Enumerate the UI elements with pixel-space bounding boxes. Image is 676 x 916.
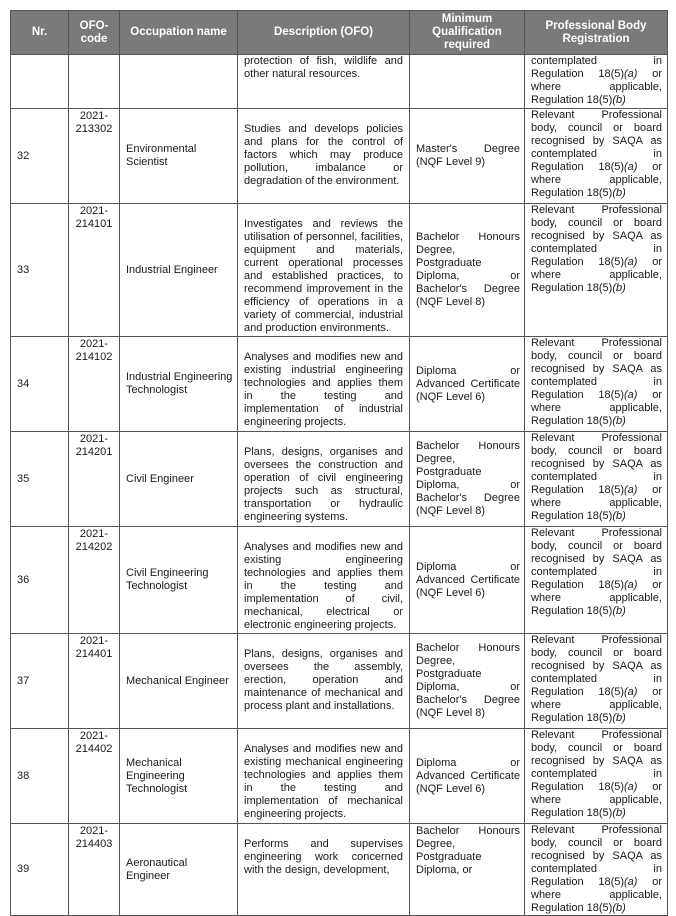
nr-cell: 35 <box>11 432 69 527</box>
registration-text: Regulation 18(5) <box>531 781 625 793</box>
occupations-table <box>10 10 668 916</box>
registration-text: Regulation 18(5) <box>531 902 613 914</box>
registration-italic: (b) <box>612 807 626 819</box>
nr-cell: 36 <box>11 527 69 634</box>
registration-cell <box>525 55 668 109</box>
registration-italic: (b) <box>612 712 626 724</box>
description-cell: Analyses and modifies new and existing engineering technologies and applies them in the testing and implementation of civil, mechanical, electrical or electronic engineering projects. <box>238 527 410 634</box>
table-body <box>11 55 668 916</box>
header-professional-body-registration: Professional Body Registration <box>525 11 668 55</box>
description-cell: protection of fish, wildlife and other natural resources. <box>238 55 410 109</box>
registration-line: body, council or board <box>531 837 662 849</box>
registration-line: where applicable, <box>531 889 662 901</box>
nr-cell: 38 <box>11 729 69 824</box>
registration-text: or <box>637 484 662 496</box>
registration-text: Regulation 18(5) <box>531 686 625 698</box>
registration-cell <box>525 527 668 634</box>
registration-text: or <box>637 876 662 888</box>
registration-line: body, council or board <box>531 445 662 457</box>
registration-text: Regulation 18(5) <box>531 161 625 173</box>
registration-line: where applicable, <box>531 81 662 93</box>
header-occupation-name: Occupation name <box>120 11 238 55</box>
registration-italic: (b) <box>612 510 626 522</box>
registration-line: contemplated in <box>531 148 662 160</box>
registration-cell <box>525 109 668 204</box>
registration-cell <box>525 634 668 729</box>
registration-text: or <box>637 256 662 268</box>
registration-line: recognised by SAQA as <box>531 230 662 242</box>
header-nr: Nr. <box>11 11 69 55</box>
registration-text: or <box>637 781 662 793</box>
qualification-cell: Bachelor Honours Degree, Postgraduate Diploma, or Bachelor's Degree (NQF Level 8) <box>410 634 525 729</box>
registration-text: Regulation 18(5) <box>531 876 625 888</box>
header-minimum-qualification: Minimum Qualification required <box>410 11 525 55</box>
registration-line: recognised by SAQA as <box>531 850 662 862</box>
table-row <box>11 432 668 527</box>
registration-line: body, council or board <box>531 540 662 552</box>
qualification-cell: Bachelor Honours Degree, Postgraduate Diploma, or Bachelor's Degree (NQF Level 8) <box>410 204 525 337</box>
registration-line <box>531 510 662 523</box>
registration-line: Relevant Professional <box>531 204 662 216</box>
registration-text: or <box>637 68 662 80</box>
nr-cell: 39 <box>11 824 69 916</box>
registration-line: Relevant Professional <box>531 109 662 121</box>
table-row <box>11 337 668 432</box>
registration-text: or <box>637 161 662 173</box>
registration-line: contemplated in <box>531 55 662 67</box>
occupation-cell: Industrial Engineer <box>120 204 238 337</box>
registration-italic: (b) <box>612 902 626 914</box>
registration-line <box>531 781 662 794</box>
registration-text: Regulation 18(5) <box>531 415 613 427</box>
registration-line: recognised by SAQA as <box>531 363 662 375</box>
registration-line: where applicable, <box>531 699 662 711</box>
registration-cell <box>525 824 668 916</box>
registration-line: contemplated in <box>531 243 662 255</box>
registration-text: Regulation 18(5) <box>531 187 613 199</box>
registration-text: Regulation 18(5) <box>531 605 613 617</box>
registration-italic: (a) <box>624 389 638 401</box>
ofo-code-cell: 2021-214401 <box>69 634 120 729</box>
registration-line: recognised by SAQA as <box>531 135 662 147</box>
table-row <box>11 729 668 824</box>
registration-italic: (b) <box>612 187 626 199</box>
registration-cell <box>525 729 668 824</box>
registration-text: Regulation 18(5) <box>531 256 625 268</box>
registration-italic: (a) <box>624 68 638 80</box>
nr-cell: 34 <box>11 337 69 432</box>
registration-cell <box>525 204 668 337</box>
description-cell: Investigates and reviews the utilisation of personnel, facilities, equipment and materials, current operational processes and established practices, to recommend improvement in the efficiency of operations in a variety of commercial, industrial and production environments. <box>238 204 410 337</box>
registration-line: where applicable, <box>531 402 662 414</box>
registration-text: Regulation 18(5) <box>531 579 625 591</box>
registration-text: Regulation 18(5) <box>531 807 613 819</box>
registration-italic: (b) <box>612 282 626 294</box>
registration-text: Regulation 18(5) <box>531 389 625 401</box>
qualification-cell <box>410 55 525 109</box>
ofo-code-cell: 2021-214101 <box>69 204 120 337</box>
registration-italic: (a) <box>624 256 638 268</box>
table-row <box>11 824 668 916</box>
registration-line <box>531 187 662 200</box>
registration-italic: (b) <box>612 94 626 106</box>
registration-line: recognised by SAQA as <box>531 458 662 470</box>
registration-line: recognised by SAQA as <box>531 755 662 767</box>
registration-line: Relevant Professional <box>531 527 662 539</box>
registration-italic: (b) <box>612 605 626 617</box>
registration-line: body, council or board <box>531 350 662 362</box>
occupation-cell: Mechanical Engineer <box>120 634 238 729</box>
registration-italic: (a) <box>624 161 638 173</box>
description-cell: Analyses and modifies new and existing mechanical engineering technologies and applies them in the testing and implementation of mechanical engineering projects. <box>238 729 410 824</box>
ofo-code-cell: 2021-213302 <box>69 109 120 204</box>
registration-italic: (a) <box>624 781 638 793</box>
occupation-cell: Aeronautical Engineer <box>120 824 238 916</box>
registration-line: where applicable, <box>531 592 662 604</box>
registration-text: Regulation 18(5) <box>531 94 613 106</box>
description-cell: Analyses and modifies new and existing industrial engineering technologies and applies them in the testing and implementation of industrial engineering projects. <box>238 337 410 432</box>
registration-text: or <box>637 579 662 591</box>
registration-line: Relevant Professional <box>531 337 662 349</box>
registration-line <box>531 605 662 618</box>
registration-line <box>531 415 662 428</box>
registration-italic: (a) <box>624 686 638 698</box>
description-cell: Performs and supervises engineering work concerned with the design, development, <box>238 824 410 916</box>
registration-text: Regulation 18(5) <box>531 484 625 496</box>
registration-line: contemplated in <box>531 673 662 685</box>
registration-line <box>531 484 662 497</box>
registration-line: where applicable, <box>531 497 662 509</box>
registration-line: where applicable, <box>531 174 662 186</box>
nr-cell <box>11 55 69 109</box>
registration-line: body, council or board <box>531 647 662 659</box>
occupation-cell: Industrial Engineering Technologist <box>120 337 238 432</box>
registration-text: Regulation 18(5) <box>531 510 613 522</box>
registration-line: recognised by SAQA as <box>531 660 662 672</box>
qualification-cell: Diploma or Advanced Certificate (NQF Level 6) <box>410 729 525 824</box>
registration-line <box>531 282 662 295</box>
registration-cell <box>525 432 668 527</box>
occupation-cell: Civil Engineering Technologist <box>120 527 238 634</box>
nr-cell: 32 <box>11 109 69 204</box>
description-cell: Plans, designs, organises and oversees the construction and operation of civil engineering projects such as structural, transportation or hydraulic engineering systems. <box>238 432 410 527</box>
registration-line: body, council or board <box>531 742 662 754</box>
registration-italic: (a) <box>624 876 638 888</box>
occupation-cell: Mechanical Engineering Technologist <box>120 729 238 824</box>
table-row <box>11 634 668 729</box>
registration-line <box>531 579 662 592</box>
registration-line <box>531 389 662 402</box>
occupation-cell: Civil Engineer <box>120 432 238 527</box>
registration-line: Relevant Professional <box>531 432 662 444</box>
table-row <box>11 527 668 634</box>
table-row <box>11 109 668 204</box>
registration-line: where applicable, <box>531 269 662 281</box>
ofo-code-cell: 2021-214201 <box>69 432 120 527</box>
ofo-code-cell: 2021-214402 <box>69 729 120 824</box>
nr-cell: 37 <box>11 634 69 729</box>
occupation-cell: Environmental Scientist <box>120 109 238 204</box>
header-row <box>11 11 668 55</box>
description-cell: Plans, designs, organises and oversees the assembly, erection, operation and maintenance of mechanical and process plant and installations. <box>238 634 410 729</box>
qualification-cell: Diploma or Advanced Certificate (NQF Level 6) <box>410 527 525 634</box>
description-cell: Studies and develops policies and plans for the control of factors which may produce pollution, imbalance or degradation of the environment. <box>238 109 410 204</box>
qualification-cell: Bachelor Honours Degree, Postgraduate Diploma, or Bachelor's Degree (NQF Level 8) <box>410 432 525 527</box>
nr-cell: 33 <box>11 204 69 337</box>
registration-line <box>531 161 662 174</box>
registration-text: Regulation 18(5) <box>531 282 613 294</box>
registration-line: Relevant Professional <box>531 824 662 836</box>
registration-text: or <box>637 389 662 401</box>
registration-line <box>531 712 662 725</box>
ofo-code-cell <box>69 55 120 109</box>
registration-italic: (a) <box>624 484 638 496</box>
registration-line: recognised by SAQA as <box>531 553 662 565</box>
registration-line: body, council or board <box>531 217 662 229</box>
registration-line: body, council or board <box>531 122 662 134</box>
registration-line: contemplated in <box>531 471 662 483</box>
qualification-cell: Diploma or Advanced Certificate (NQF Level 6) <box>410 337 525 432</box>
registration-line <box>531 902 662 915</box>
registration-line: contemplated in <box>531 566 662 578</box>
registration-text: Regulation 18(5) <box>531 68 625 80</box>
ofo-code-cell: 2021-214102 <box>69 337 120 432</box>
ofo-code-cell: 2021-214403 <box>69 824 120 916</box>
registration-line: where applicable, <box>531 794 662 806</box>
registration-line <box>531 876 662 889</box>
registration-line: contemplated in <box>531 863 662 875</box>
table-row <box>11 204 668 337</box>
registration-text: Regulation 18(5) <box>531 712 613 724</box>
registration-line <box>531 256 662 269</box>
header-description: Description (OFO) <box>238 11 410 55</box>
occupation-cell <box>120 55 238 109</box>
registration-line <box>531 807 662 820</box>
qualification-cell: Master's Degree (NQF Level 9) <box>410 109 525 204</box>
header-ofo-code: OFO-code <box>69 11 120 55</box>
registration-italic: (b) <box>612 415 626 427</box>
registration-line: Relevant Professional <box>531 634 662 646</box>
registration-cell <box>525 337 668 432</box>
registration-line: contemplated in <box>531 768 662 780</box>
registration-line: contemplated in <box>531 376 662 388</box>
table-row-continued <box>11 55 668 109</box>
registration-italic: (a) <box>624 579 638 591</box>
registration-line: Relevant Professional <box>531 729 662 741</box>
registration-text: or <box>637 686 662 698</box>
ofo-code-cell: 2021-214202 <box>69 527 120 634</box>
registration-line <box>531 68 662 81</box>
registration-line <box>531 94 662 107</box>
qualification-cell: Bachelor Honours Degree, Postgraduate Diploma, or <box>410 824 525 916</box>
registration-line <box>531 686 662 699</box>
